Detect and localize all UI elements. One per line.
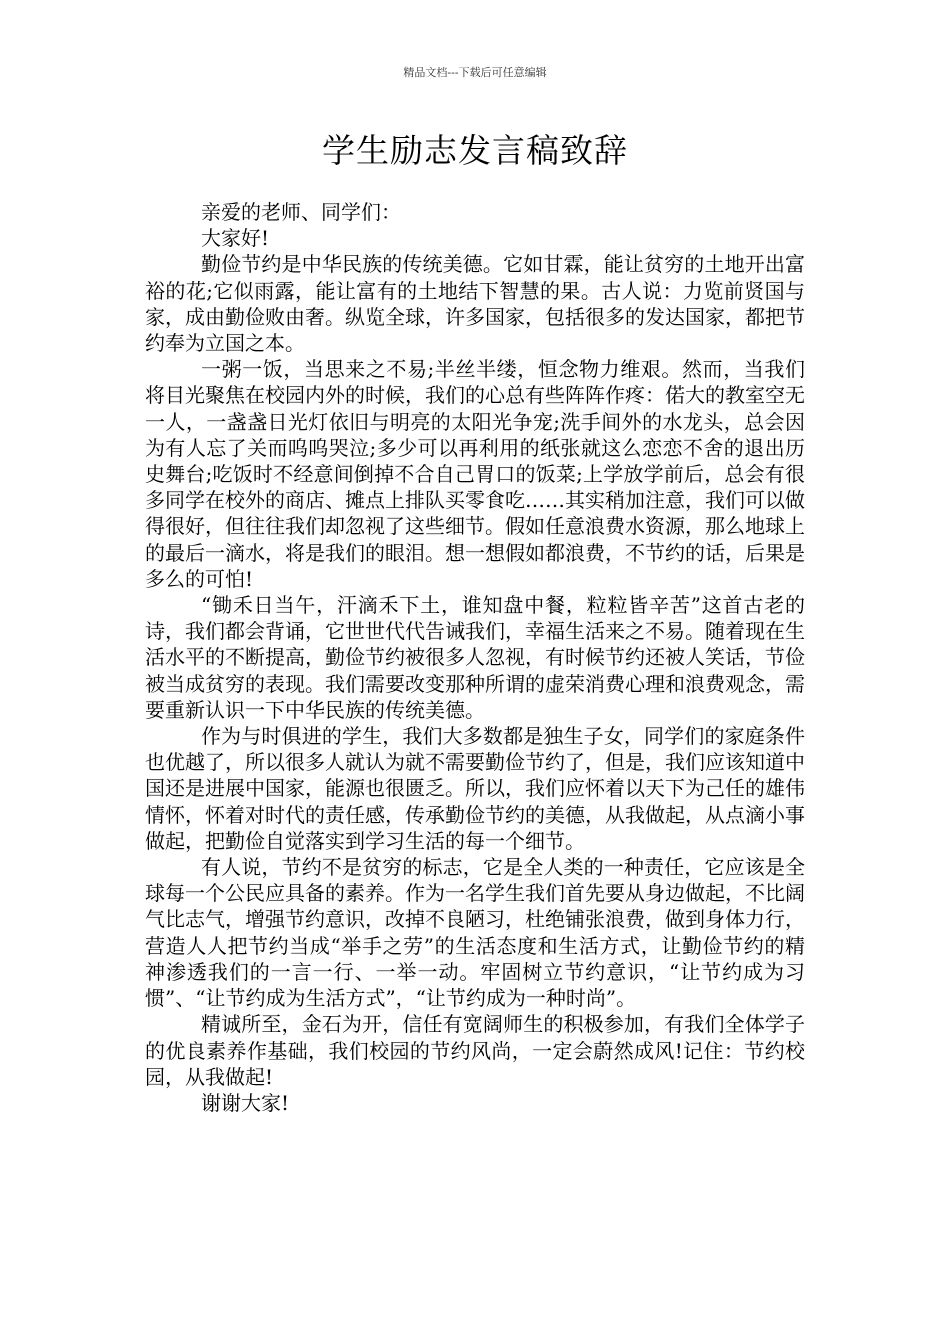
salutation-paragraph: 大家好!: [201, 226, 270, 251]
body-paragraph: 作为与时俱进的学生，我们大多数都是独生子女，同学们的家庭条件也优越了，所以很多人就认为就不需要勤俭节约了，但是，我们应该知道中国还是进展中国家，能源也很匮乏。所以，我们应怀着以天下为己任的雄伟情怀，怀着对时代的责任感，传承勤俭节约的美德，从我做起，从点滴小事做起，把勤俭自觉落实到学习生活的每一个细节。: [145, 724, 805, 853]
page-header-note: 精品文档---下载后可任意编辑: [403, 66, 547, 79]
body-paragraph: 精诚所至，金石为开，信任有宽阔师生的积极参加，有我们全体学子的优良素养作基础，我们校园的节约风尚，一定会蔚然成风!记住：节约校园，从我做起!: [145, 1012, 805, 1089]
body-paragraph: 勤俭节约是中华民族的传统美德。它如甘霖，能让贫穷的土地开出富裕的花;它似雨露，能让富有的土地结下智慧的果。古人说：力览前贤国与家，成由勤俭败由奢。纵览全球，许多国家，包括很多的发达国家，都把节约奉为立国之本。: [145, 252, 805, 356]
greeting-paragraph: 亲爱的老师、同学们：: [201, 200, 401, 224]
document-title: 学生励志发言稿致辞: [322, 131, 628, 170]
closing-paragraph: 谢谢大家!: [201, 1090, 290, 1115]
body-paragraph: 一粥一饭，当思来之不易;半丝半缕，恒念物力维艰。然而，当我们将目光聚焦在校园内外的时候，我们的心总有些阵阵作疼：偌大的教室空无一人，一盏盏日光灯依旧与明亮的太阳光争宠;洗手间外的水龙头，总会因为有人忘了关而呜呜哭泣;多少可以再利用的纸张就这么恋恋不舍的退出历史舞台;吃饭时不经意间倒掉不合自己胃口的饭菜;上学放学前后，总会有很多同学在校外的商店、摊点上排队买零食吃……其实稍加注意，我们可以做得很好，但往往我们却忽视了这些细节。假如任意浪费水资源，那么地球上的最后一滴水，将是我们的眼泪。想一想假如都浪费，不节约的话，后果是多么的可怕!: [145, 357, 805, 591]
body-paragraph: 有人说，节约不是贫穷的标志，它是全人类的一种责任，它应该是全球每一个公民应具备的素养。作为一名学生我们首先要从身边做起，不比阔气比志气，增强节约意识，改掉不良陋习，杜绝铺张浪费，做到身体力行，营造人人把节约当成“举手之劳”的生活态度和生活方式，让勤俭节约的精神渗透我们的一言一行、一举一动。牢固树立节约意识，“让节约成为习惯”、“让节约成为生活方式”，“让节约成为一种时尚”。: [145, 855, 805, 1011]
body-paragraph: “锄禾日当午，汗滴禾下土，谁知盘中餐，粒粒皆辛苦”这首古老的诗，我们都会背诵，它世世代代告诫我们，幸福生活来之不易。随着现在生活水平的不断提高，勤俭节约被很多人忽视，有时候节约还被人笑话，节俭被当成贫穷的表现。我们需要改变那种所谓的虚荣消费心理和浪费观念，需要重新认识一下中华民族的传统美德。: [145, 593, 805, 722]
document-body: [145, 199, 805, 1116]
